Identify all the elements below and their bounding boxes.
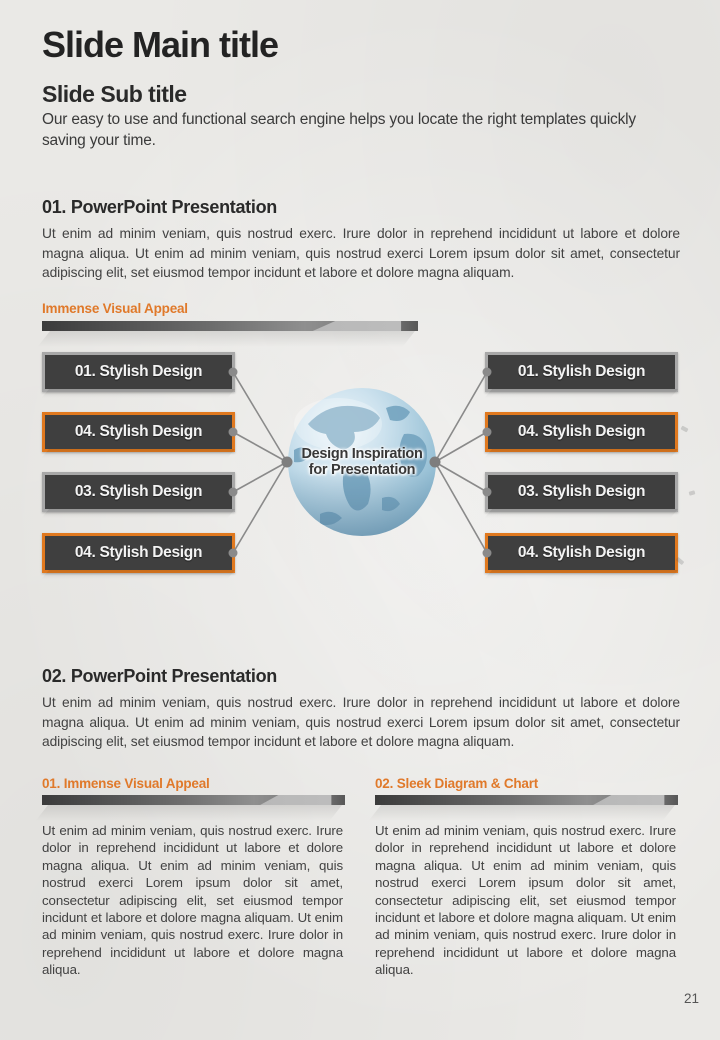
- diagram-label-bar: [42, 321, 418, 331]
- diagram-button-label: 04. Stylish Design: [517, 544, 646, 561]
- column2-body: Ut enim ad minim veniam, quis nostrud exerc. Irure dolor in reprehend incididunt ut labore et dolore magna aliqua. Ut enim ad minim veniam, quis nostrud exerci Lorem ipsum dolor sit amet, consectetur adipiscing elit, set eiusmod tempor incidunt et labore et dolore magna aliquam. Ut enim ad minim veniam, quis nostrud exerc. Irure dolor in reprehend incididunt ut labore et dolore magna aliqua.: [375, 823, 676, 978]
- section1-heading: 01. PowerPoint Presentation: [42, 197, 277, 217]
- section2-body: Ut enim ad minim veniam, quis nostrud exerc. Irure dolor in reprehend incididunt ut labore et dolore magna aliqua. Ut enim ad minim veniam, quis nostrud exerci Lorem ipsum dolor sit amet, consectetur adipiscing elit, set eiusmod tempor incidunt et labore et dolore magna aliquam.: [42, 695, 680, 750]
- globe-center-text: Design Inspiration for Presentation: [301, 445, 423, 478]
- column1-label: 01. Immense Visual Appeal: [42, 776, 210, 791]
- globe-graphic: [286, 386, 438, 538]
- diagram-button-left-4[interactable]: [42, 533, 235, 573]
- diagram-button-label: 04. Stylish Design: [517, 423, 646, 440]
- page-number: 21: [683, 991, 699, 1006]
- diagram-button-right-2[interactable]: [485, 412, 678, 452]
- diagram-button-label: 03. Stylish Design: [517, 483, 646, 500]
- diagram-button-label: 03. Stylish Design: [74, 483, 203, 500]
- column2-label-bar: [375, 795, 678, 805]
- column1-label-bar: [42, 795, 345, 805]
- diagram-button-right-1[interactable]: [485, 352, 678, 392]
- diagram-button-label: 01. Stylish Design: [74, 363, 203, 380]
- column1-body: Ut enim ad minim veniam, quis nostrud exerc. Irure dolor in reprehend incididunt ut labore et dolore magna aliqua. Ut enim ad minim veniam, quis nostrud exerci Lorem ipsum dolor sit amet, consectetur adipiscing elit, set eiusmod tempor incidunt et labore et dolore magna aliquam. Ut enim ad minim veniam, quis nostrud exerc. Irure dolor in reprehend incididunt ut labore et dolore magna aliqua.: [42, 823, 343, 978]
- page-subtitle: Slide Sub title: [42, 81, 187, 107]
- diagram-button-left-3[interactable]: [42, 472, 235, 512]
- diagram-button-left-2[interactable]: [42, 412, 235, 452]
- diagram-button-right-3[interactable]: [485, 472, 678, 512]
- diagram: [0, 345, 720, 585]
- diagram-button-right-4[interactable]: [485, 533, 678, 573]
- diagram-button-label: 04. Stylish Design: [74, 423, 203, 440]
- intro-text: Our easy to use and functional search engine helps you locate the right templates quickly saving your time.: [42, 111, 636, 149]
- column2-label: 02. Sleek Diagram & Chart: [375, 776, 539, 791]
- diagram-button-left-1[interactable]: [42, 352, 235, 392]
- page-title: Slide Main title: [42, 24, 279, 65]
- section1-body: Ut enim ad minim veniam, quis nostrud exerc. Irure dolor in reprehend incididunt ut labore et dolore magna aliqua. Ut enim ad minim veniam, quis nostrud exerci Lorem ipsum dolor sit amet, consectetur adipiscing elit, set eiusmod tempor incidunt et labore et dolore magna aliquam.: [42, 226, 680, 281]
- diagram-button-label: 04. Stylish Design: [74, 544, 203, 561]
- diagram-button-label: 01. Stylish Design: [517, 363, 646, 380]
- section2-heading: 02. PowerPoint Presentation: [42, 666, 277, 686]
- diagram-label: Immense Visual Appeal: [42, 301, 188, 316]
